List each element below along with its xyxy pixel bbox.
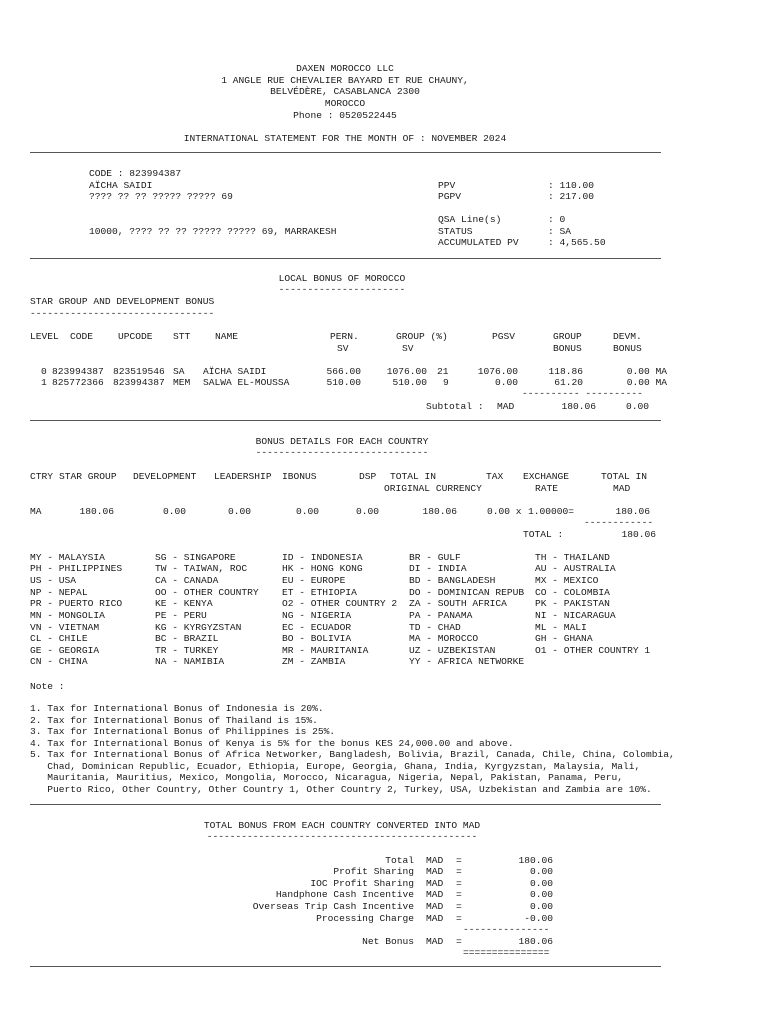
legend-item: TH - THAILAND [535,552,610,563]
cell-dev: 0.00 [162,506,186,517]
col-header-rate: RATE [535,483,559,494]
legend-item: PE - PERU [155,610,207,621]
legend-item: EU - EUROPE [282,575,346,586]
summary-dash: --------------- [463,924,550,935]
net-bonus-value: 180.06 [518,936,553,947]
note-line: Puerto Rico, Other Country, Other Country 1, Other Country 2, Turkey, USA, Uzbekistan and Zambia are 10%. [30,784,652,795]
notes-label: Note : [30,681,65,692]
col-header-upcode: UPCODE [118,331,153,342]
col-header-level: LEVEL [30,331,59,342]
col-header-dev: DEVELOPMENT [133,471,197,482]
summary-label: Processing Charge [316,913,414,924]
summary-value: 0.00 [529,878,553,889]
local-bonus-title: LOCAL BONUS OF MOROCCO [278,273,406,284]
col-header-star: STAR GROUP [59,471,117,482]
col-header-original-currency: ORIGINAL CURRENCY [384,483,482,494]
legend-item: O1 - OTHER COUNTRY 1 [535,645,651,656]
cell-rate: 1.00000= [528,506,575,517]
summary-value: 0.00 [529,866,553,877]
cell-group-bonus: 61.20 [554,377,583,388]
legend-item: BR - GULF [409,552,461,563]
col-header-exchange: EXCHANGE [523,471,570,482]
col-header-mad: MAD [613,483,631,494]
cell-pgsv: 1076.00 [477,366,518,377]
cell-total: 180.06 [422,506,457,517]
summary-underline: ----------------------------------------------- [206,831,478,842]
legend-item: AU - AUSTRALIA [535,563,616,574]
cell-star: 180.06 [79,506,114,517]
summary-label: Profit Sharing [333,866,414,877]
summary-equals: = [456,866,462,877]
country-bonus-title: BONUS DETAILS FOR EACH COUNTRY [255,436,429,447]
legend-item: MA - MOROCCO [409,633,479,644]
legend-item: GH - GHANA [535,633,593,644]
summary-title: TOTAL BONUS FROM EACH COUNTRY CONVERTED INTO MAD [203,820,481,831]
summary-currency: MAD [426,913,444,924]
member-name: AÏCHA SAIDI [89,180,153,191]
cell-level: 1 [41,377,47,388]
cell-upcode: 823994387 [113,377,165,388]
col-header-pgsv: PGSV [492,331,516,342]
cell-mad: 180.06 [615,506,650,517]
legend-item: MX - MEXICO [535,575,599,586]
legend-item: OO - OTHER COUNTRY [155,587,259,598]
company-country: MOROCCO [324,98,366,109]
cell-stt: MEM [173,377,191,388]
cell-code: 825772366 [52,377,104,388]
legend-item: TD - CHAD [409,622,461,633]
divider [30,258,661,259]
legend-item: ZM - ZAMBIA [282,656,346,667]
stat-label: PGPV [438,191,462,202]
legend-item: KG - KYRGYZSTAN [155,622,242,633]
net-bonus-currency: MAD [426,936,444,947]
total-dash: ------------ [584,517,654,528]
member-code: CODE : 823994387 [89,168,182,179]
note-line: Chad, Dominican Republic, Ecuador, Ethiopia, Europe, Georgia, Ghana, India, Kyrgyzstan, Malaysia, Mali, [30,761,641,772]
note-line: 1. Tax for International Bonus of Indonesia is 20%. [30,703,324,714]
summary-currency: MAD [426,878,444,889]
cell-pern-sv: 510.00 [326,377,361,388]
legend-item: DO - DOMINICAN REPUB [409,587,525,598]
summary-label: IOC Profit Sharing [310,878,414,889]
cell-pct: 9 [443,377,449,388]
cell-name: AÏCHA SAIDI [203,366,267,377]
col-header-lead: LEADERSHIP [214,471,272,482]
legend-item: BO - BOLIVIA [282,633,352,644]
legend-item: TR - TURKEY [155,645,219,656]
stat-value: : 110.00 [548,180,595,191]
divider [30,804,661,805]
col-header-total-in: TOTAL IN [390,471,437,482]
cell-ctry: MA [30,506,42,517]
note-line: 5. Tax for International Bonus of Africa Networker, Bangladesh, Bolivia, Brazil, Canada, Chile, China, Colombia, [30,749,675,760]
stat-label: PPV [438,180,456,191]
legend-item: O2 - OTHER COUNTRY 2 [282,598,398,609]
summary-currency: MAD [426,889,444,900]
note-line: Mauritania, Mauritius, Mexico, Mongolia, Morocco, Nicaragua, Nigeria, Nepal, Pakistan, Panama, Peru, [30,772,623,783]
divider [30,152,661,153]
col-header-devm-bonus: BONUS [613,343,642,354]
subtotal-dash: ---------- ---------- [522,388,643,399]
col-header-group-bonus: GROUP [553,331,582,342]
col-header-total-mad: TOTAL IN [601,471,648,482]
col-header-pern: PERN. [330,331,359,342]
summary-value: -0.00 [524,913,553,924]
legend-item: PH - PHILIPPINES [30,563,123,574]
legend-item: CN - CHINA [30,656,88,667]
legend-item: MR - MAURITANIA [282,645,369,656]
summary-equals: = [456,889,462,900]
net-bonus-equals: = [456,936,462,947]
legend-item: ML - MALI [535,622,587,633]
stat-value: : SA [548,226,572,237]
col-header-name: NAME [215,331,239,342]
cell-tax: 0.00 x [487,506,522,517]
legend-item: SG - SINGAPORE [155,552,236,563]
country-bonus-underline: ------------------------------ [255,447,429,458]
stat-value: : 217.00 [548,191,595,202]
col-header-tax: TAX [486,471,504,482]
summary-currency: MAD [426,866,444,877]
legend-item: KE - KENYA [155,598,213,609]
legend-item: US - USA [30,575,77,586]
summary-equals: = [456,901,462,912]
section-title: STAR GROUP AND DEVELOPMENT BONUS [30,296,215,307]
stat-label: ACCUMULATED PV [438,237,519,248]
cell-lead: 0.00 [227,506,251,517]
col-header-pern-sv: SV [337,343,349,354]
stat-value: : 0 [548,214,566,225]
cell-upcode: 823519546 [113,366,165,377]
legend-item: VN - VIETNAM [30,622,100,633]
legend-item: NA - NAMIBIA [155,656,225,667]
col-header-group-bonus-2: BONUS [553,343,582,354]
note-line: 2. Tax for International Bonus of Thailand is 15%. [30,715,318,726]
col-header-group-sv: SV [402,343,414,354]
summary-label: Handphone Cash Incentive [275,889,414,900]
legend-item: BC - BRAZIL [155,633,219,644]
col-header-stt: STT [173,331,191,342]
legend-item: PK - PAKISTAN [535,598,610,609]
cell-devm-bonus: 0.00 MA [626,377,667,388]
net-bonus-label: Net Bonus [362,936,414,947]
legend-item: GE - GEORGIA [30,645,100,656]
company-address-1: 1 ANGLE RUE CHEVALIER BAYARD ET RUE CHAUNY, [221,75,469,86]
col-header-ibonus: IBONUS [282,471,317,482]
summary-equals: = [456,855,462,866]
legend-item: ID - INDONESIA [282,552,363,563]
cell-ibonus: 0.00 [295,506,319,517]
company-phone: Phone : 0520522445 [293,110,397,121]
cell-group-sv: 1076.00 [386,366,427,377]
summary-currency: MAD [426,901,444,912]
summary-currency: MAD [426,855,444,866]
cell-devm-bonus: 0.00 MA [626,366,667,377]
legend-item: BD - BANGLADESH [409,575,496,586]
legend-item: CO - COLOMBIA [535,587,610,598]
company-name: DAXEN MOROCCO LLC [296,63,394,74]
legend-item: ET - ETHIOPIA [282,587,357,598]
summary-value: 180.06 [518,855,553,866]
subtotal-group: 180.06 [561,401,596,412]
col-header-ctry: CTRY [30,471,54,482]
legend-item: MN - MONGOLIA [30,610,105,621]
cell-code: 823994387 [52,366,104,377]
stat-label: STATUS [438,226,473,237]
col-header-code: CODE [70,331,94,342]
legend-item: CL - CHILE [30,633,88,644]
legend-item: NI - NICARAGUA [535,610,616,621]
legend-item: DI - INDIA [409,563,467,574]
member-address-2: 10000, ???? ?? ?? ????? ????? 69, MARRAKESH [89,226,337,237]
cell-pgsv: 0.00 [494,377,518,388]
summary-equals: = [456,878,462,889]
cell-name: SALWA EL-MOUSSA [203,377,290,388]
cell-group-bonus: 118.86 [548,366,583,377]
summary-value: 0.00 [529,901,553,912]
divider [30,966,661,967]
summary-value: 0.00 [529,889,553,900]
summary-equals: = [456,913,462,924]
cell-stt: SA [173,366,185,377]
member-address-1: ???? ?? ?? ????? ????? 69 [89,191,233,202]
total-value: 180.06 [621,529,656,540]
note-line: 3. Tax for International Bonus of Philippines is 25%. [30,726,336,737]
legend-item: PR - PUERTO RICO [30,598,123,609]
local-bonus-title-underline: ---------------------- [278,284,406,295]
legend-item: NG - NIGERIA [282,610,352,621]
legend-item: CA - CANADA [155,575,219,586]
stat-label: QSA Line(s) [438,214,502,225]
cell-pern-sv: 566.00 [326,366,361,377]
section-underline: -------------------------------- [30,308,215,319]
legend-item: PA - PANAMA [409,610,473,621]
summary-label: Total [385,855,414,866]
summary-double-rule: =============== [463,947,550,958]
legend-item: YY - AFRICA NETWORKE [409,656,525,667]
company-address-2: BELVÉDÈRE, CASABLANCA 2300 [270,86,420,97]
note-line: 4. Tax for International Bonus of Kenya is 5% for the bonus KES 24,000.00 and above. [30,738,514,749]
subtotal-label: Subtotal : [426,401,484,412]
col-header-group: GROUP (%) [396,331,448,342]
legend-item: ZA - SOUTH AFRICA [409,598,507,609]
legend-item: NP - NEPAL [30,587,88,598]
legend-item: MY - MALAYSIA [30,552,105,563]
legend-item: HK - HONG KONG [282,563,363,574]
summary-label: Overseas Trip Cash Incentive [252,901,414,912]
subtotal-currency: MAD [497,401,515,412]
subtotal-devm: 0.00 [625,401,649,412]
legend-item: EC - ECUADOR [282,622,352,633]
cell-dsp: 0.00 [355,506,379,517]
stat-value: : 4,565.50 [548,237,606,248]
total-label: TOTAL : [523,529,564,540]
cell-pct: 21 [437,366,449,377]
divider [30,420,661,421]
legend-item: UZ - UZBEKISTAN [409,645,496,656]
cell-group-sv: 510.00 [392,377,427,388]
statement-title: INTERNATIONAL STATEMENT FOR THE MONTH OF : NOVEMBER 2024 [183,133,507,144]
legend-item: TW - TAIWAN, ROC [155,563,248,574]
col-header-devm: DEVM. [613,331,642,342]
cell-level: 0 [41,366,47,377]
col-header-dsp: DSP [359,471,377,482]
